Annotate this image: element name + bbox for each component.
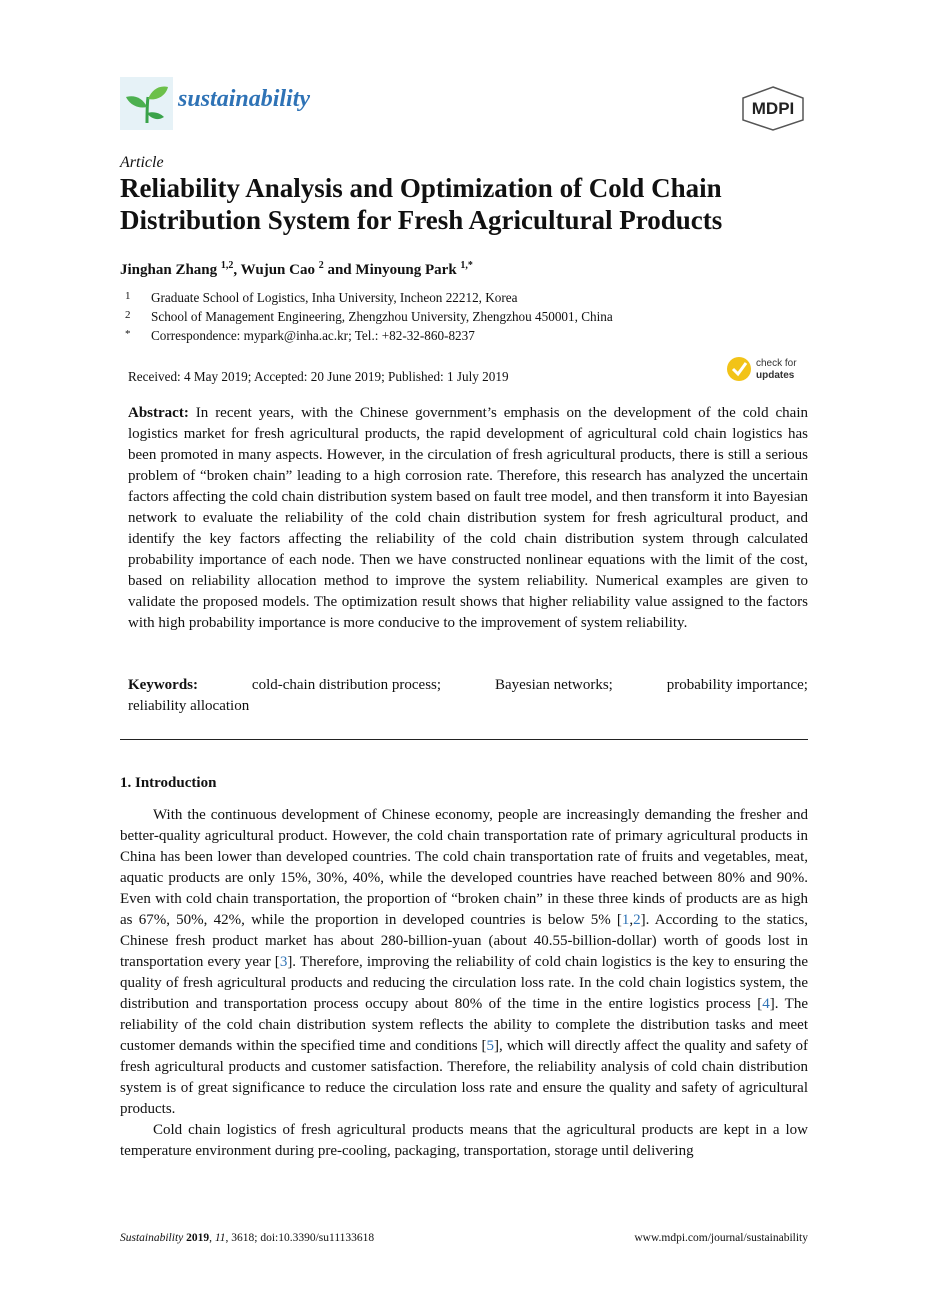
publication-dates: Received: 4 May 2019; Accepted: 20 June 2019; Published: 1 July 2019	[128, 369, 509, 384]
check-updates-line1: check for	[756, 358, 797, 369]
author-superscript: 1,*	[460, 260, 473, 271]
journal-name: sustainability	[178, 86, 311, 112]
publisher-name: MDPI	[751, 99, 795, 118]
affiliation	[120, 290, 517, 306]
keyword: reliability allocation	[128, 698, 250, 714]
body-paragraph: With the continuous development of Chinese economy, people are increasingly demanding the fresher and better-quality agricultural product. However, the cold chain transportation rate of primary agricultural products in China has been lower than developed countries. The cold chain transportation rate of fruits and vegetables, meat, aquatic products are only 15%, 30%, 40%, while the developed countries have reached between 80% and 90%. Even with cold chain transportation, the proportion of “broken chain” in these three kinds of products are as high as 67%, 50%, 42%, while the proportion in developed countries is below 5% [1,2]. According to the statics, Chinese fresh product market has about 280-billion-yuan (about 40.55-billion-dollar) worth of goods lost in transportation every year [3]. Therefore, improving the reliability of cold chain logistics is the key to ensuring the quality of fresh agricultural products and reducing the circulation loss rate. In the cold chain logistics system, the distribution and transportation process occupy about 80% of the time in the entire logistics process [4]. The reliability of the cold chain distribution system reflects the ability to complete the distribution tasks and meet customer demands within the specified time and conditions [5], which will directly affect the quality and safety of fresh agricultural products and customer satisfaction. Therefore, the reliability analysis of cold chain distribution system is of great significance to reduce the circulation loss rate and ensure the quality and safety of agricultural products. Cold chain logistics of fresh agricultural products means that the agricultural products are kept in a low temperature environment during pre-cooling, packaging, transportation, storage until delivering	[120, 805, 808, 1162]
keyword: probability importance;	[666, 677, 808, 693]
affiliation-text: Graduate School of Logistics, Inha University, Incheon 22212, Korea	[151, 290, 518, 305]
affiliation	[120, 309, 613, 325]
check-for-updates-badge[interactable]	[726, 354, 810, 384]
journal-logo	[120, 77, 173, 130]
citation-link[interactable]: 5	[486, 1038, 495, 1054]
author-list: Jinghan Zhang $^{1,2}$, Wujun Cao $^2$ and Minyoung Park $^{1,*}$	[120, 260, 473, 278]
publisher-logo	[738, 84, 808, 132]
body-paragraph: Cold chain logistics of fresh agricultural products means that the agricultural products are kept in a low temperature environment during pre-cooling, packaging, transportation, storage until delivering	[120, 1122, 808, 1159]
author-connector: and	[327, 262, 352, 278]
keywords	[128, 675, 808, 717]
abstract-label: Abstract:	[128, 405, 189, 421]
check-updates-line2: updates	[756, 370, 795, 381]
divider	[120, 739, 808, 740]
paper-title: Reliability Analysis and Optimization of Cold Chain Distribution System for Fresh Agricultural Products	[120, 173, 723, 235]
sprout-icon	[120, 77, 173, 130]
affiliation-mark: 2	[125, 309, 131, 321]
citation-link[interactable]: 2	[633, 912, 641, 928]
section-heading: 1. Introduction	[120, 775, 217, 791]
author-superscript: 2	[318, 260, 324, 271]
abstract	[128, 403, 808, 634]
affiliation-text: School of Management Engineering, Zhengzhou University, Zhengzhou 450001, China	[151, 309, 613, 324]
check-icon	[727, 357, 751, 381]
keyword: cold-chain distribution process;	[251, 677, 442, 693]
author-name[interactable]: Minyoung Park	[355, 262, 457, 278]
keyword: Bayesian networks;	[494, 677, 613, 693]
affiliation-mark: *	[125, 328, 131, 340]
author-name[interactable]: Wujun Cao	[240, 262, 315, 278]
author-name[interactable]: Jinghan Zhang	[120, 262, 218, 278]
affiliation-mark: 1	[125, 290, 131, 302]
author-superscript: 1,2	[220, 260, 234, 271]
footer-url[interactable]: www.mdpi.com/journal/sustainability	[634, 1232, 808, 1244]
footer-citation: Sustainability 2019, 11, 3618; doi:10.3390/su11133618	[120, 1232, 375, 1244]
citation-link[interactable]: 1	[621, 912, 630, 928]
citation-link[interactable]: 4	[762, 996, 770, 1012]
correspondence-text[interactable]: Correspondence: mypark@inha.ac.kr; Tel.: +82-32-860-8237	[151, 328, 475, 343]
keywords-label: Keywords:	[128, 677, 198, 693]
correspondence	[120, 328, 475, 344]
article-type: Article	[120, 154, 164, 171]
abstract-text: In recent years, with the Chinese government’s emphasis on the development of the cold chain logistics market for fresh agricultural products, the rapid development of agricultural cold chain logistics has been promoted in many aspects. However, in the circulation of fresh agricultural products, there is still a serious problem of “broken chain” leading to a high corrosion rate. Therefore, this research has analyzed the uncertain factors affecting the cold chain distribution system based on fault tree model, and then transform it into Bayesian network to evaluate the reliability of the cold chain distribution system for fresh agricultural product, and identify the key factors affecting the reliability of the cold chain distribution system through calculated probability importance of each node. Then we have constructed nonlinear equations with the limit of the cost, based on reliability allocation method to improve the system reliability. Numerical examples are given to validate the proposed models. The optimization result shows that higher reliability value assigned to the factors with high probability importance is more conducive to the improvement of system reliability.	[128, 405, 808, 631]
citation-link[interactable]: 3	[279, 954, 288, 970]
